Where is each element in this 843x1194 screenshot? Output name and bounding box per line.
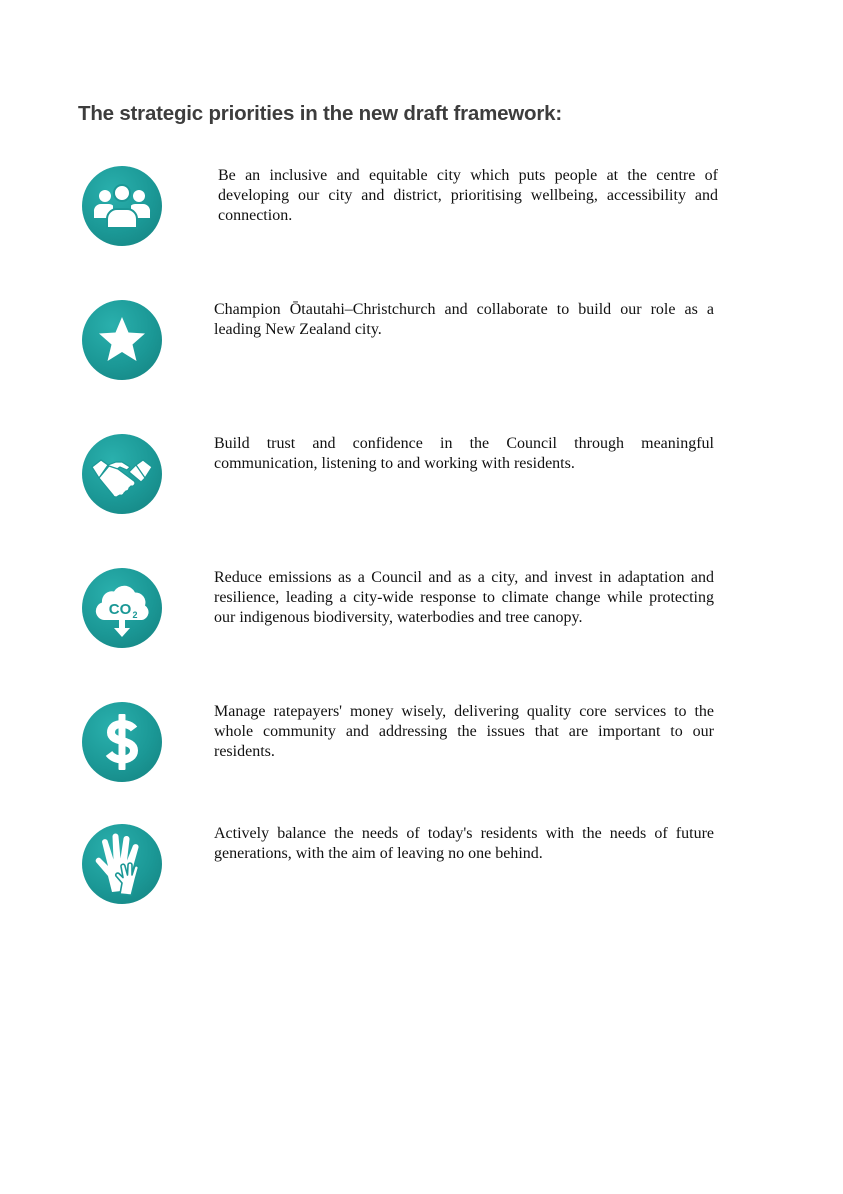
priority-text: Champion Ōtautahi–Christchurch and collaborate to build our role as a leading New Zealand city. — [214, 301, 714, 338]
priority-text: Be an inclusive and equitable city which puts people at the centre of developing our city and district, prioritising wellbeing, accessibility and connection. — [218, 167, 718, 224]
priority-text: Actively balance the needs of today's residents with the needs of future generations, with the aim of leaving no one behind. — [214, 825, 714, 862]
people-icon — [82, 166, 162, 246]
hands-icon — [82, 824, 162, 904]
priority-text: Reduce emissions as a Council and as a city, and invest in adaptation and resilience, leading a city-wide response to climate change while protecting our indigenous biodiversity, waterbodies and tree canopy. — [214, 569, 714, 626]
dollar-icon — [82, 702, 162, 782]
page-heading: The strategic priorities in the new draft framework: — [78, 102, 562, 125]
co2-subscript: 2 — [132, 610, 138, 620]
co2-label: CO — [108, 601, 132, 618]
co2-cloud-icon — [82, 568, 162, 648]
priority-text: Build trust and confidence in the Council through meaningful communication, listening to and working with residents. — [214, 435, 714, 472]
priority-text: Manage ratepayers' money wisely, delivering quality core services to the whole community and addressing the issues that are important to our residents. — [214, 703, 714, 760]
handshake-icon — [82, 434, 162, 514]
star-icon — [82, 300, 162, 380]
